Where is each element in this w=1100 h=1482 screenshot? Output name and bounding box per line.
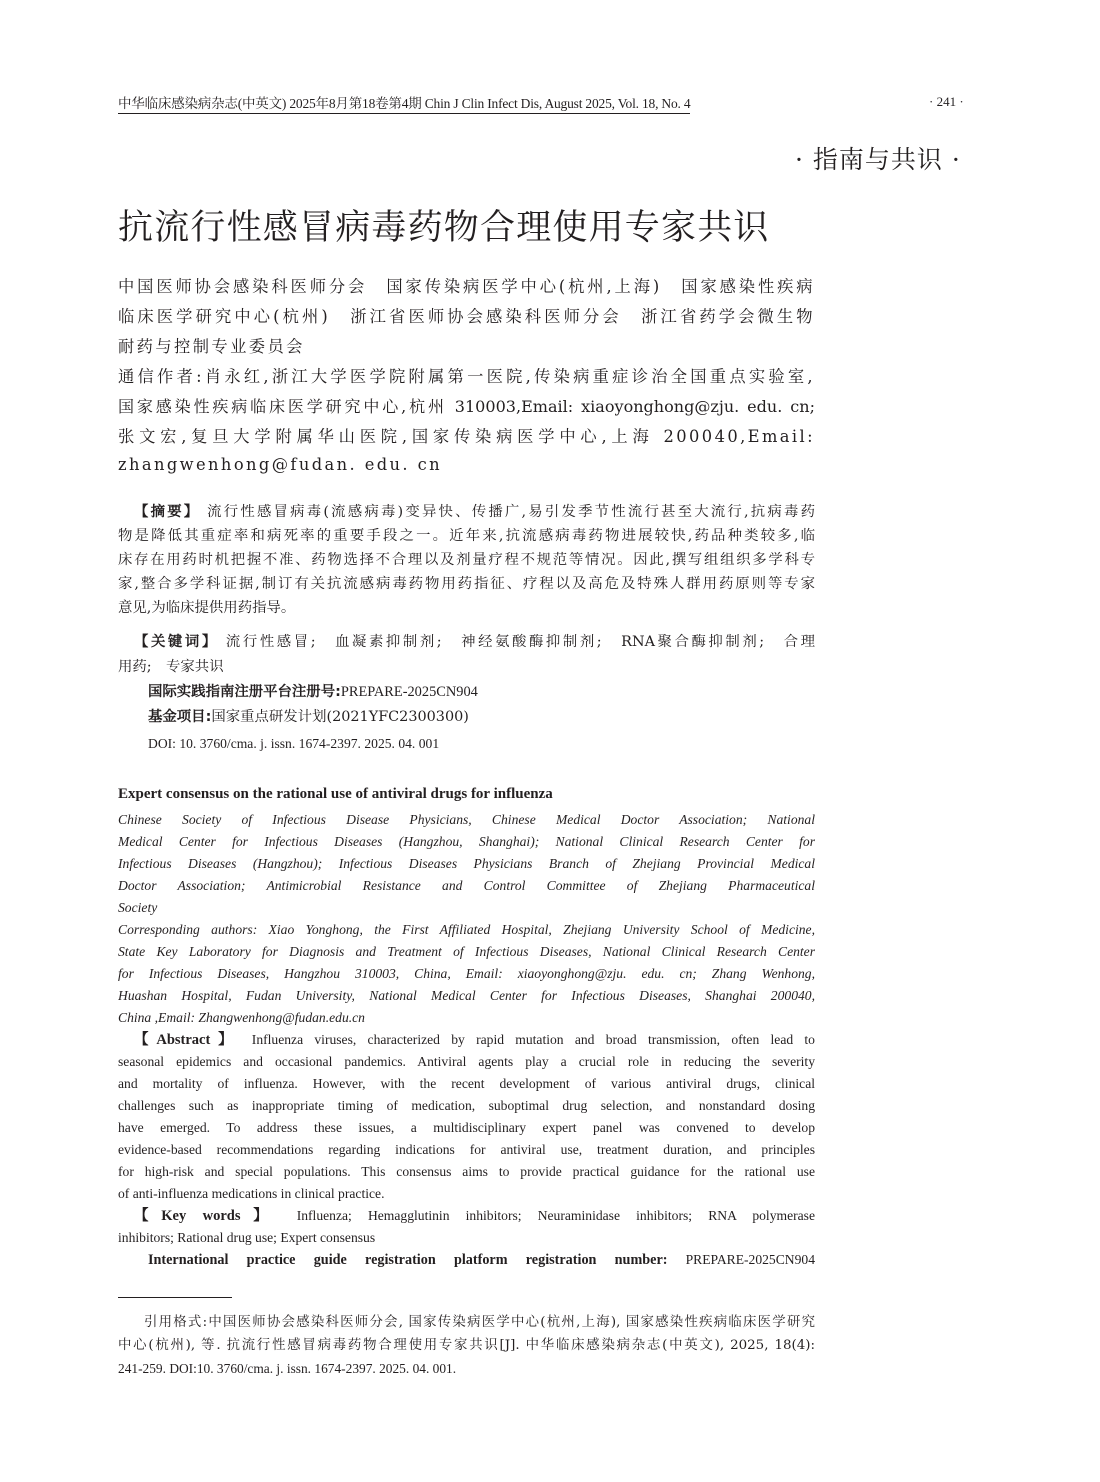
running-header: 中华临床感染病杂志(中英文) 2025年8月第18卷第4期 Chin J Clin Infect Dis, August 2025, Vol. 18, No. 4 xyxy=(118,92,690,114)
corresponding-line: 国家感染性疾病临床医学研究中心,杭州 310003,Email: xiaoyonghong@zju. edu. cn; xyxy=(118,397,815,416)
abstract-cn-text: 流行性感冒病毒(流感病毒)变异快、传播广,易引发季节性流行甚至大流行,抗病毒药 xyxy=(207,504,815,520)
citation-line: 241-259. DOI:10. 3760/cma. j. issn. 1674-2397. 2025. 04. 001. xyxy=(118,1361,457,1376)
corresponding-line: 通信作者:肖永红,浙江大学医学院附属第一医院,传染病重症诊治全国重点实验室, xyxy=(118,367,815,386)
fund-cn-label: 基金项目: xyxy=(148,709,212,725)
section-label: · 指南与共识 · xyxy=(795,145,961,174)
abstract-cn-line: 家,整合多学科证据,制订有关抗流感病毒药物用药指征、疗程以及高危及特殊人群用药原则等专家 xyxy=(118,576,815,592)
affiliation-en-line: Society xyxy=(118,900,158,915)
page-number: · 241 · xyxy=(929,94,964,109)
affiliation-line: 临床医学研究中心(杭州) 浙江省医师协会感染科医师分会 浙江省药学会微生物 xyxy=(118,307,815,326)
fund-cn-value: 国家重点研发计划(2021YFC2300300) xyxy=(211,709,469,725)
abstract-cn-line: 意见,为临床提供用药指导。 xyxy=(118,600,296,616)
abstract-cn-label: 【摘要】 xyxy=(134,504,201,520)
corresponding-en-line: for Infectious Diseases, Hangzhou 310003, China, Email: xiaoyonghong@zju. edu. cn; Zhang Wenhong, xyxy=(118,966,815,981)
citation-line: 引用格式:中国医师协会感染科医师分会, 国家传染病医学中心(杭州,上海), 国家感染性疾病临床医学研究 xyxy=(144,1315,815,1330)
english-title: Expert consensus on the rational use of antiviral drugs for influenza xyxy=(118,786,553,802)
corresponding-en-line: China ,Email: Zhangwenhong@fudan.edu.cn xyxy=(118,1010,365,1025)
abstract-cn-line: 床存在用药时机把握不准、药物选择不合理以及剂量疗程不规范等情况。因此,撰写组组织多学科专 xyxy=(118,552,815,568)
keywords-cn-label: 【关键词】 xyxy=(134,634,219,650)
abstract-cn-line xyxy=(134,501,815,523)
abstract-cn-line: 物是降低其重症率和病死率的重要手段之一。近年来,抗流感病毒药物进展较快,药品种类较多,临 xyxy=(118,528,815,544)
affiliation-line: 耐药与控制专业委员会 xyxy=(118,337,305,356)
abstract-en-label: 【Abstract】 xyxy=(134,1032,241,1048)
abstract-en-line: for high-risk and special populations. This consensus aims to provide practical guidance for the rational use xyxy=(118,1164,815,1179)
abstract-en-line: evidence-based recommendations regarding indications for antiviral use, treatment duration, and principles xyxy=(118,1142,815,1157)
keywords-en-text: Influenza; Hemagglutinin inhibitors; Neuraminidase inhibitors; RNA polymerase xyxy=(296,1208,815,1223)
corresponding-line: 张文宏,复旦大学附属华山医院,国家传染病医学中心,上海 200040,Email: xyxy=(118,427,815,446)
abstract-en-line xyxy=(134,1029,815,1050)
corresponding-en-line: State Key Laboratory for Diagnosis and Treatment of Infectious Diseases, National Clinical Research Center xyxy=(118,944,815,959)
keywords-cn-text: 流行性感冒; 血凝素抑制剂; 神经氨酸酶抑制剂; RNA聚合酶抑制剂; 合理 xyxy=(225,634,815,650)
corresponding-en-line: Corresponding authors: Xiao Yonghong, the First Affiliated Hospital, Zhejiang University School of Medicine, xyxy=(118,922,815,937)
keywords-cn-line xyxy=(134,631,815,653)
abstract-en-line: of anti-influenza medications in clinical practice. xyxy=(118,1186,385,1201)
affiliation-line: 中国医师协会感染科医师分会 国家传染病医学中心(杭州,上海) 国家感染性疾病 xyxy=(118,277,815,296)
registration-cn xyxy=(148,681,478,703)
registration-en xyxy=(148,1249,815,1270)
affiliation-en-line: Medical Center for Infectious Diseases (Hangzhou, Shanghai); National Clinical Research Center for xyxy=(118,834,815,849)
registration-cn-value: PREPARE-2025CN904 xyxy=(340,684,478,700)
keywords-en-line: inhibitors; Rational drug use; Expert consensus xyxy=(118,1230,376,1245)
corresponding-en-line: Huashan Hospital, Fudan University, National Medical Center for Infectious Diseases, Shanghai 200040, xyxy=(118,988,815,1003)
doi: DOI: 10. 3760/cma. j. issn. 1674-2397. 2025. 04. 001 xyxy=(148,736,440,751)
keywords-en-line xyxy=(134,1205,815,1226)
citation-line: 中心(杭州), 等. 抗流行性感冒病毒药物合理使用专家共识[J]. 中华临床感染病杂志(中英文), 2025, 18(4): xyxy=(118,1338,815,1353)
affiliation-en-line: Doctor Association; Antimicrobial Resistance and Control Committee of Zhejiang Pharmaceutical xyxy=(118,878,815,893)
affiliation-en-line: Chinese Society of Infectious Disease Physicians, Chinese Medical Doctor Association; National xyxy=(118,812,815,827)
affiliation-en-line: Infectious Diseases (Hangzhou); Infectious Diseases Physicians Branch of Zhejiang Provincial Medical xyxy=(118,856,815,871)
keywords-cn-line: 用药; 专家共识 xyxy=(118,659,224,675)
abstract-en-line: have emerged. To address these issues, a multidisciplinary expert panel was convened to develop xyxy=(118,1120,815,1135)
keywords-en-label: 【Key words】 xyxy=(134,1208,281,1224)
footnote-divider xyxy=(118,1297,232,1298)
fund-cn xyxy=(148,706,469,728)
corresponding-line: zhangwenhong@fudan. edu. cn xyxy=(118,455,442,474)
abstract-en-line: and mortality of influenza. However, with the recent development of various antiviral drugs, clinical xyxy=(118,1076,815,1091)
abstract-en-line: challenges such as inappropriate timing of medication, suboptimal drug selection, and nonstandard dosing xyxy=(118,1098,815,1113)
registration-cn-label: 国际实践指南注册平台注册号: xyxy=(148,684,341,700)
abstract-en-text: Influenza viruses, characterized by rapid mutation and broad transmission, often lead to xyxy=(251,1032,815,1047)
registration-en-value: PREPARE-2025CN904 xyxy=(685,1252,815,1267)
registration-en-label: International practice guide registration platform registration number: xyxy=(148,1252,668,1268)
article-title: 抗流行性感冒病毒药物合理使用专家共识 xyxy=(118,208,770,248)
abstract-en-line: seasonal epidemics and occasional pandemics. Antiviral agents play a crucial role in reducing the severity xyxy=(118,1054,815,1069)
